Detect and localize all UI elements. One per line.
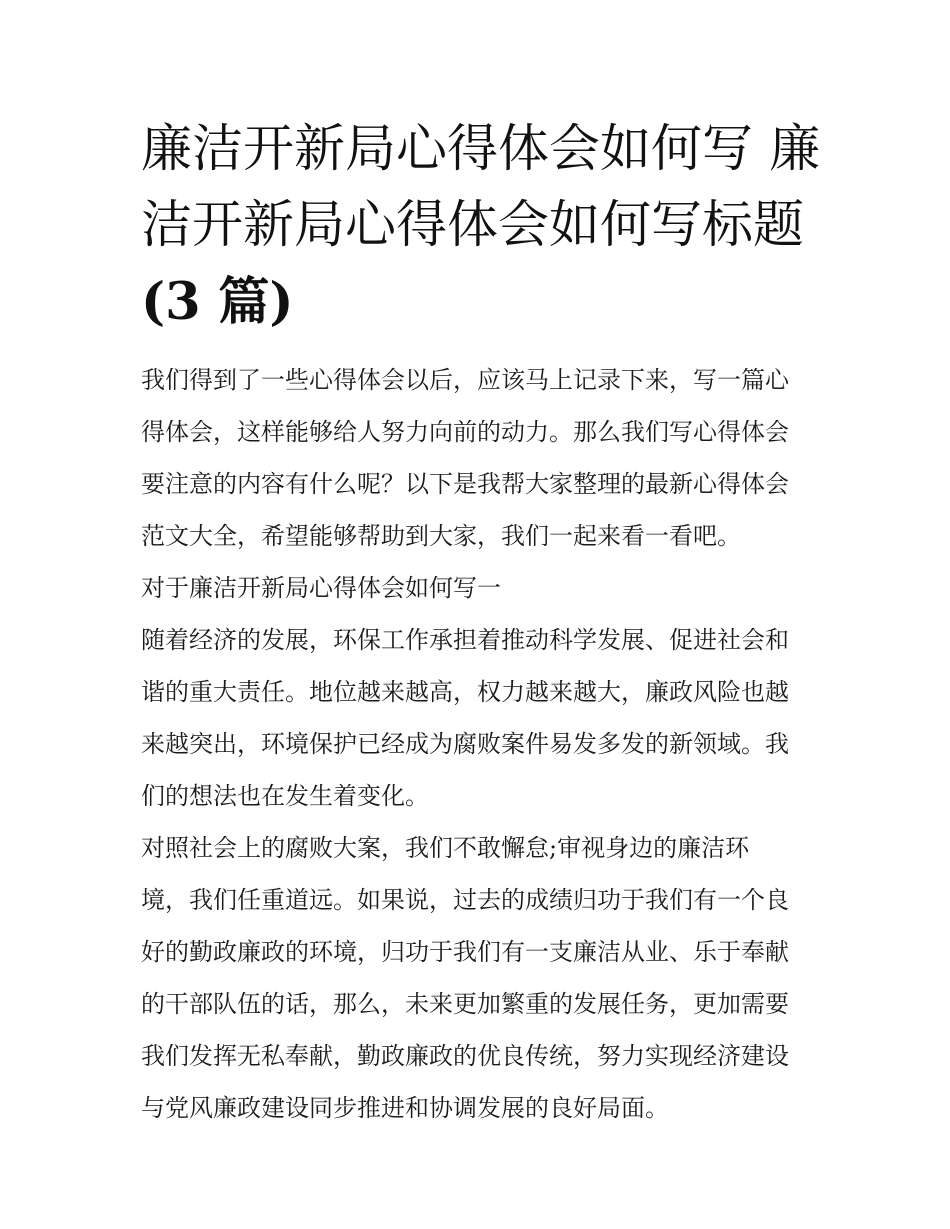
text-line: 要注意的内容有什么呢？以下是我帮大家整理的最新心得体会 (141, 470, 789, 498)
text-line: 们的想法也在发生着变化。 (141, 782, 429, 810)
title-line: (3 篇) (141, 272, 294, 332)
section-heading (141, 562, 813, 614)
text-line: 与党风廉政建设同步推进和协调发展的良好局面。 (141, 1094, 669, 1122)
document-content (141, 112, 821, 1134)
text-line: 我们发挥无私奉献，勤政廉政的优良传统，努力实现经济建设 (141, 1042, 789, 1070)
section-heading-text: 对于廉洁开新局心得体会如何写一 (141, 574, 501, 602)
document-title (141, 112, 821, 340)
text-line: 得体会，这样能够给人努力向前的动力。那么我们写心得体会 (141, 418, 789, 446)
text-line: 我们得到了一些心得体会以后，应该马上记录下来，写一篇心 (141, 366, 789, 394)
body-paragraph-2 (141, 822, 813, 1134)
text-line: 好的勤政廉政的环境，归功于我们有一支廉洁从业、乐于奉献 (141, 938, 789, 966)
title-line: 洁开新局心得体会如何写标题 (141, 196, 805, 255)
body-paragraph-1 (141, 614, 813, 822)
document-body (141, 354, 813, 1134)
title-line: 廉洁开新局心得体会如何写 廉 (141, 120, 821, 179)
text-line: 随着经济的发展，环保工作承担着推动科学发展、促进社会和 (141, 626, 789, 654)
text-line: 范文大全，希望能够帮助到大家，我们一起来看一看吧。 (141, 522, 741, 550)
text-line: 谐的重大责任。地位越来越高，权力越来越大，廉政风险也越 (141, 678, 789, 706)
intro-paragraph (141, 354, 813, 562)
text-line: 的干部队伍的话，那么，未来更加繁重的发展任务，更加需要 (141, 990, 789, 1018)
text-line: 境，我们任重道远。如果说，过去的成绩归功于我们有一个良 (141, 886, 789, 914)
text-line: 来越突出，环境保护已经成为腐败案件易发多发的新领域。我 (141, 730, 789, 758)
text-line: 对照社会上的腐败大案，我们不敢懈怠;审视身边的廉洁环 (141, 834, 750, 862)
